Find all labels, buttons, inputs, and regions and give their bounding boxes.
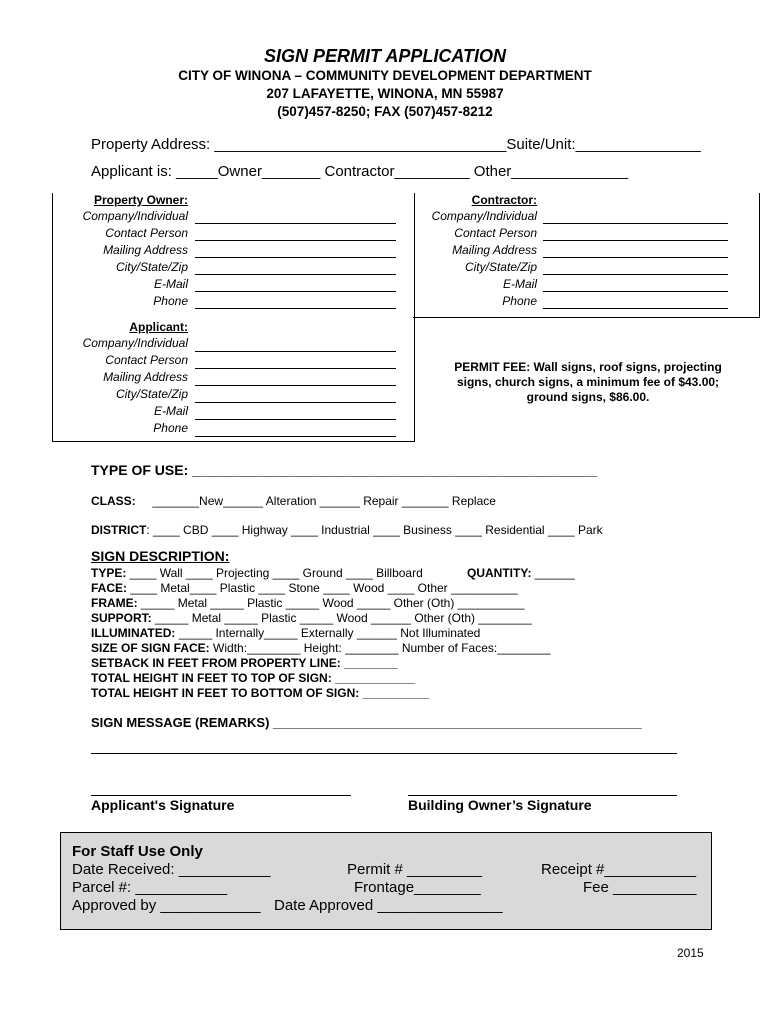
- owner-phone-label: Phone: [153, 294, 188, 308]
- applicant-company-label: Company/Individual: [82, 336, 188, 350]
- height-bottom-field[interactable]: TOTAL HEIGHT IN FEET TO BOTTOM OF SIGN: __________: [91, 686, 430, 700]
- sign-type-row[interactable]: [91, 566, 423, 580]
- face-row[interactable]: [91, 581, 518, 595]
- applicant-mailing-input[interactable]: [195, 384, 396, 386]
- frame-row[interactable]: [91, 596, 524, 610]
- district-row[interactable]: [91, 523, 603, 537]
- staff-fee-field[interactable]: Fee __________: [583, 879, 697, 896]
- size-fields[interactable]: Width:________ Height: ________ Number of Faces:________: [209, 641, 551, 655]
- approved-by-field[interactable]: Approved by ____________: [72, 897, 261, 914]
- face-options[interactable]: ____ Metal____ Plastic ____ Stone ____ Wood ____ Other __________: [127, 581, 518, 595]
- contractor-heading: Contractor:: [471, 193, 537, 207]
- contractor-mailing-label: Mailing Address: [452, 243, 537, 257]
- frame-options[interactable]: _____ Metal _____ Plastic _____ Wood _____ Other (Oth) __________: [137, 596, 525, 610]
- size-label: SIZE OF SIGN FACE:: [91, 641, 210, 655]
- class-row[interactable]: [91, 494, 496, 508]
- sign-description-heading: SIGN DESCRIPTION:: [91, 548, 230, 564]
- permit-fee-line2: signs, church signs, a minimum fee of $43.00;: [456, 375, 720, 389]
- height-top-field[interactable]: TOTAL HEIGHT IN FEET TO TOP OF SIGN: ____________: [91, 671, 416, 685]
- class-options[interactable]: _______New______ Alteration ______ Repair _______ Replace: [152, 494, 496, 508]
- owner-contact-label: Contact Person: [105, 226, 188, 240]
- contractor-email-label: E-Mail: [502, 277, 537, 291]
- contractor-city-input[interactable]: [543, 273, 728, 275]
- illuminated-row[interactable]: [91, 626, 480, 640]
- staff-title: For Staff Use Only: [72, 843, 203, 860]
- illuminated-label: ILLUMINATED:: [91, 626, 176, 640]
- owner-city-input[interactable]: [195, 273, 396, 275]
- contractor-box-right: [759, 193, 760, 318]
- applicant-signature-label: Applicant's Signature: [91, 797, 235, 813]
- quantity-field[interactable]: [467, 566, 575, 580]
- support-options[interactable]: _____ Metal _____ Plastic _____ Wood ______ Other (Oth) ________: [151, 611, 532, 625]
- setback-field[interactable]: SETBACK IN FEET FROM PROPERTY LINE: ________: [91, 656, 398, 670]
- owner-signature-line[interactable]: [408, 794, 677, 796]
- applicant-signature-line[interactable]: [91, 794, 351, 796]
- contractor-contact-input[interactable]: [543, 239, 728, 241]
- district-options[interactable]: : ____ CBD ____ Highway ____ Industrial ____ Business ____ Residential ____ Park: [146, 523, 603, 537]
- owner-company-input[interactable]: [195, 222, 396, 224]
- owner-heading: Property Owner:: [93, 193, 188, 207]
- contractor-city-label: City/State/Zip: [464, 260, 537, 274]
- size-row[interactable]: [91, 641, 551, 655]
- contractor-phone-label: Phone: [502, 294, 537, 308]
- applicant-city-input[interactable]: [195, 401, 396, 403]
- applicant-email-input[interactable]: [195, 418, 396, 420]
- owner-city-label: City/State/Zip: [115, 260, 188, 274]
- face-label: FACE:: [91, 581, 127, 595]
- form-title: SIGN PERMIT APPLICATION: [263, 46, 506, 66]
- contractor-box-bottom: [413, 317, 760, 318]
- frame-label: FRAME:: [91, 596, 138, 610]
- class-label: CLASS:: [91, 494, 136, 508]
- owner-email-label: E-Mail: [153, 277, 188, 291]
- permit-number-field[interactable]: Permit # _________: [347, 861, 483, 878]
- applicant-email-label: E-Mail: [153, 404, 188, 418]
- applicant-city-label: City/State/Zip: [115, 387, 188, 401]
- contractor-contact-label: Contact Person: [454, 226, 537, 240]
- department-name: CITY OF WINONA – COMMUNITY DEVELOPMENT DEPARTMENT: [178, 68, 592, 83]
- applicant-contact-input[interactable]: [195, 367, 396, 369]
- date-approved-field[interactable]: Date Approved _______________: [274, 897, 503, 914]
- type-of-use-field[interactable]: TYPE OF USE: ____________________________________________________: [91, 462, 598, 478]
- support-row[interactable]: [91, 611, 532, 625]
- frontage-field[interactable]: Frontage________: [354, 879, 481, 896]
- applicant-company-input[interactable]: [195, 350, 396, 352]
- contractor-company-label: Company/Individual: [431, 209, 537, 223]
- owner-mailing-input[interactable]: [195, 256, 396, 258]
- owner-company-label: Company/Individual: [82, 209, 188, 223]
- owner-signature-label: Building Owner’s Signature: [408, 797, 592, 813]
- contractor-company-input[interactable]: [543, 222, 728, 224]
- department-address: 207 LAFAYETTE, WINONA, MN 55987: [266, 86, 504, 101]
- owner-email-input[interactable]: [195, 290, 396, 292]
- support-label: SUPPORT:: [91, 611, 152, 625]
- applicant-mailing-label: Mailing Address: [103, 370, 188, 384]
- permit-fee-line1: PERMIT FEE: Wall signs, roof signs, projecting: [454, 360, 722, 374]
- illuminated-options[interactable]: _____ Internally_____ Externally ______ Not Illuminated: [175, 626, 481, 640]
- contractor-email-input[interactable]: [543, 290, 728, 292]
- contractor-phone-input[interactable]: [543, 307, 728, 309]
- applicant-phone-input[interactable]: [195, 435, 396, 437]
- applicant-contact-label: Contact Person: [105, 353, 188, 367]
- owner-mailing-label: Mailing Address: [103, 243, 188, 257]
- applicant-heading: Applicant:: [129, 320, 188, 334]
- sign-message-line2[interactable]: [91, 752, 677, 754]
- applicant-is-field[interactable]: Applicant is: _____Owner_______ Contractor_________ Other______________: [91, 163, 629, 180]
- sign-type-label: TYPE:: [91, 566, 127, 580]
- receipt-number-field[interactable]: Receipt #___________: [541, 861, 697, 878]
- quantity-input[interactable]: ______: [531, 566, 575, 580]
- owner-phone-input[interactable]: [195, 307, 396, 309]
- staff-use-box: [60, 832, 712, 930]
- contractor-mailing-input[interactable]: [543, 256, 728, 258]
- department-phone: (507)457-8250; FAX (507)457-8212: [277, 104, 493, 119]
- quantity-label: QUANTITY:: [467, 566, 532, 580]
- owner-contact-input[interactable]: [195, 239, 396, 241]
- date-received-field[interactable]: Date Received: ___________: [72, 861, 271, 878]
- form-year: 2015: [677, 946, 704, 960]
- applicant-phone-label: Phone: [153, 421, 188, 435]
- sign-type-options[interactable]: ____ Wall ____ Projecting ____ Ground ____ Billboard: [126, 566, 423, 580]
- sign-message-field[interactable]: SIGN MESSAGE (REMARKS) ___________________________________________________: [91, 715, 642, 730]
- parcel-number-field[interactable]: Parcel #: ___________: [72, 879, 228, 896]
- permit-fee-line3: ground signs, $86.00.: [526, 390, 650, 404]
- property-address-field[interactable]: Property Address: ___________________________________Suite/Unit:_______________: [91, 136, 701, 153]
- district-label: DISTRICT: [91, 523, 147, 537]
